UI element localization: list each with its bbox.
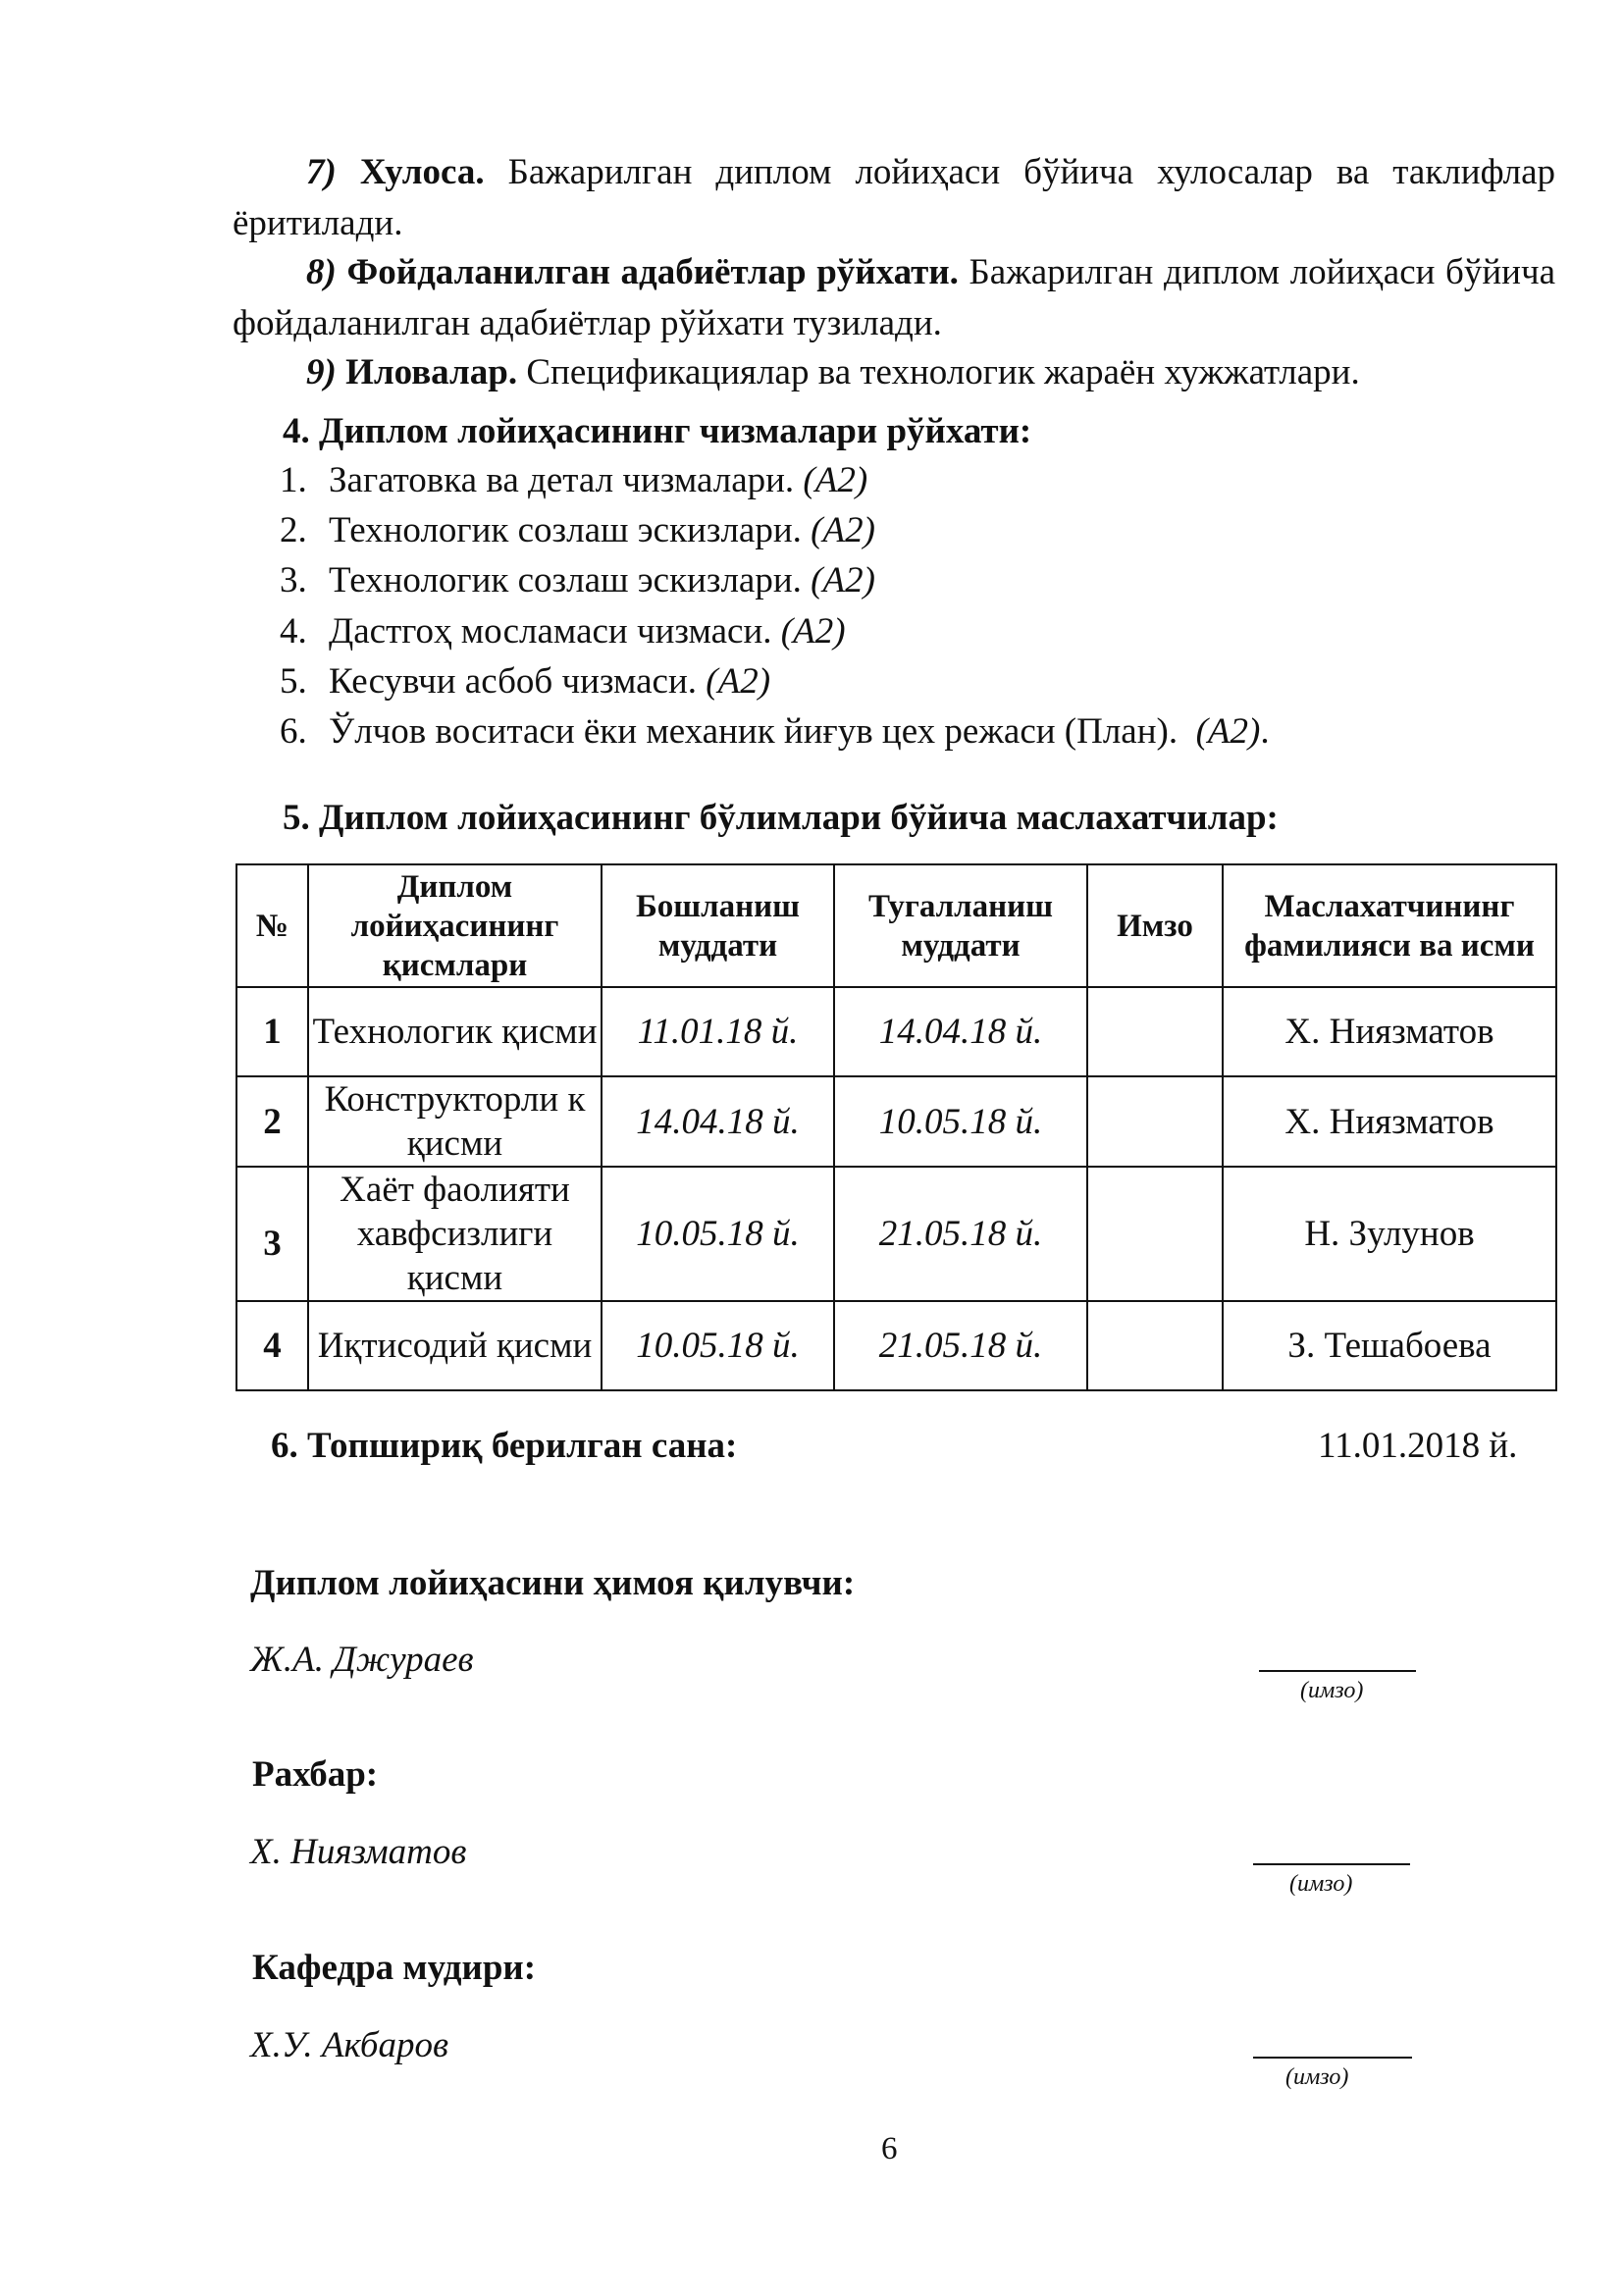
row-part: Хаёт фаолияти хавфсизлиги қисми bbox=[308, 1167, 602, 1301]
drawing-item-number: 3. bbox=[280, 560, 307, 600]
section-9-text: Спецификациялар ва технологик жараён хужжатлари. bbox=[517, 352, 1360, 392]
section-9-title: Иловалар. bbox=[345, 352, 518, 392]
col-header-consultant: Маслахатчининг фамилияси ва исми bbox=[1223, 864, 1556, 987]
drawing-item-number: 2. bbox=[280, 510, 307, 550]
table-row bbox=[236, 1301, 1556, 1390]
row-signature bbox=[1087, 987, 1223, 1076]
signature-caption: (имзо) bbox=[1300, 1678, 1364, 1703]
drawing-item-format: (А2) bbox=[811, 510, 875, 550]
row-end-date: 21.05.18 й. bbox=[834, 1301, 1087, 1390]
signature-role-supervisor: Рахбар: bbox=[252, 1754, 379, 1795]
row-start-date: 10.05.18 й. bbox=[602, 1301, 834, 1390]
drawing-item-text: Ўлчов воситаси ёки механик йиғув цех режаси (План). bbox=[329, 711, 1196, 752]
drawing-item-number: 1. bbox=[280, 460, 307, 500]
row-part: Технологик қисми bbox=[308, 987, 602, 1076]
row-signature bbox=[1087, 1301, 1223, 1390]
row-start-date: 10.05.18 й. bbox=[602, 1167, 834, 1301]
row-number: 4 bbox=[236, 1301, 308, 1390]
row-end-date: 21.05.18 й. bbox=[834, 1167, 1087, 1301]
drawing-item-suffix: . bbox=[1260, 711, 1270, 752]
drawing-item bbox=[280, 559, 875, 601]
signature-caption: (имзо) bbox=[1285, 2064, 1349, 2090]
drawing-item bbox=[280, 610, 846, 652]
table-header-row bbox=[236, 864, 1556, 987]
signature-line bbox=[1253, 2057, 1412, 2059]
row-consultant: Х. Ниязматов bbox=[1223, 1076, 1556, 1167]
drawing-item bbox=[280, 660, 770, 703]
page-number: 6 bbox=[881, 2131, 898, 2166]
row-part: Иқтисодий қисми bbox=[308, 1301, 602, 1390]
drawing-item-format: (А2) bbox=[706, 661, 771, 702]
section-8-num: 8) bbox=[306, 252, 337, 292]
drawing-item-format: (А2) bbox=[1195, 711, 1261, 752]
row-start-date: 14.04.18 й. bbox=[602, 1076, 834, 1167]
row-number: 3 bbox=[236, 1167, 308, 1301]
signature-name-supervisor: Х. Ниязматов bbox=[250, 1832, 467, 1872]
row-consultant: З. Тешабоева bbox=[1223, 1301, 1556, 1390]
section-9 bbox=[233, 347, 1555, 398]
drawing-item-text: Дастгоҳ мосламаси чизмаси. bbox=[329, 611, 781, 652]
signature-role-head: Кафедра мудири: bbox=[252, 1948, 537, 1988]
assignment-date: 11.01.2018 й. bbox=[1318, 1426, 1518, 1466]
section-9-num: 9) bbox=[306, 352, 337, 392]
section-8 bbox=[233, 247, 1555, 349]
drawing-item-format: (А2) bbox=[811, 560, 875, 600]
table-row bbox=[236, 987, 1556, 1076]
table-row bbox=[236, 1167, 1556, 1301]
section-8-title: Фойдаланилган адабиётлар рўйхати. bbox=[346, 252, 959, 292]
row-number: 1 bbox=[236, 987, 308, 1076]
signature-name-head: Х.У. Акбаров bbox=[250, 2025, 449, 2065]
drawing-item-format: (А2) bbox=[803, 460, 868, 500]
row-end-date: 10.05.18 й. bbox=[834, 1076, 1087, 1167]
drawing-item-format: (А2) bbox=[780, 611, 846, 652]
col-header-signature: Имзо bbox=[1087, 864, 1223, 987]
section-7-text: Бажарилган диплом лойиҳаси бўйича хулосалар ва таклифлар ёритилади. bbox=[233, 152, 1556, 243]
col-header-end: Тугалланиш муддати bbox=[834, 864, 1087, 987]
signature-role-defender: Диплом лойиҳасини ҳимоя қилувчи: bbox=[250, 1563, 856, 1603]
section-7-num: 7) bbox=[306, 152, 337, 192]
row-consultant: Н. Зулунов bbox=[1223, 1167, 1556, 1301]
drawing-item-number: 4. bbox=[280, 611, 307, 652]
consultants-table bbox=[236, 863, 1557, 1391]
drawing-item-text: Технологик созлаш эскизлари. bbox=[329, 510, 812, 550]
row-consultant: Х. Ниязматов bbox=[1223, 987, 1556, 1076]
col-header-number: № bbox=[236, 864, 308, 987]
signature-line bbox=[1259, 1670, 1416, 1672]
section-7-title: Хулоса. bbox=[359, 152, 485, 192]
drawing-item-text: Технологик созлаш эскизлари. bbox=[329, 560, 812, 600]
drawing-item-number: 6. bbox=[280, 711, 307, 752]
row-end-date: 14.04.18 й. bbox=[834, 987, 1087, 1076]
row-signature bbox=[1087, 1167, 1223, 1301]
signature-name-defender: Ж.А. Джураев bbox=[250, 1640, 474, 1680]
row-number: 2 bbox=[236, 1076, 308, 1167]
drawing-item bbox=[280, 710, 1270, 753]
drawing-item-text: Загатовка ва детал чизмалари. bbox=[329, 460, 804, 500]
drawing-item bbox=[280, 459, 867, 501]
row-signature bbox=[1087, 1076, 1223, 1167]
signature-caption: (имзо) bbox=[1289, 1871, 1353, 1897]
drawing-item-text: Кесувчи асбоб чизмаси. bbox=[329, 661, 707, 702]
section-8-text: Бажарилган диплом лойиҳаси бўйича фойдаланилган адабиётлар рўйхати тузилади. bbox=[233, 252, 1556, 343]
col-header-part: Диплом лойиҳасининг қисмлари bbox=[308, 864, 602, 987]
table-row bbox=[236, 1076, 1556, 1167]
drawing-item bbox=[280, 509, 875, 551]
assignment-heading: 6. Топшириқ берилган сана: bbox=[271, 1426, 738, 1466]
row-part: Конструкторли к қисми bbox=[308, 1076, 602, 1167]
drawing-item-number: 5. bbox=[280, 661, 307, 702]
row-start-date: 11.01.18 й. bbox=[602, 987, 834, 1076]
col-header-start: Бошланиш муддати bbox=[602, 864, 834, 987]
drawings-heading: 4. Диплом лойиҳасининг чизмалари рўйхати: bbox=[283, 411, 1032, 451]
signature-line bbox=[1253, 1863, 1410, 1865]
section-7 bbox=[233, 147, 1555, 249]
consultants-heading: 5. Диплом лойиҳасининг бўлимлари бўйича маслахатчилар: bbox=[283, 798, 1279, 838]
